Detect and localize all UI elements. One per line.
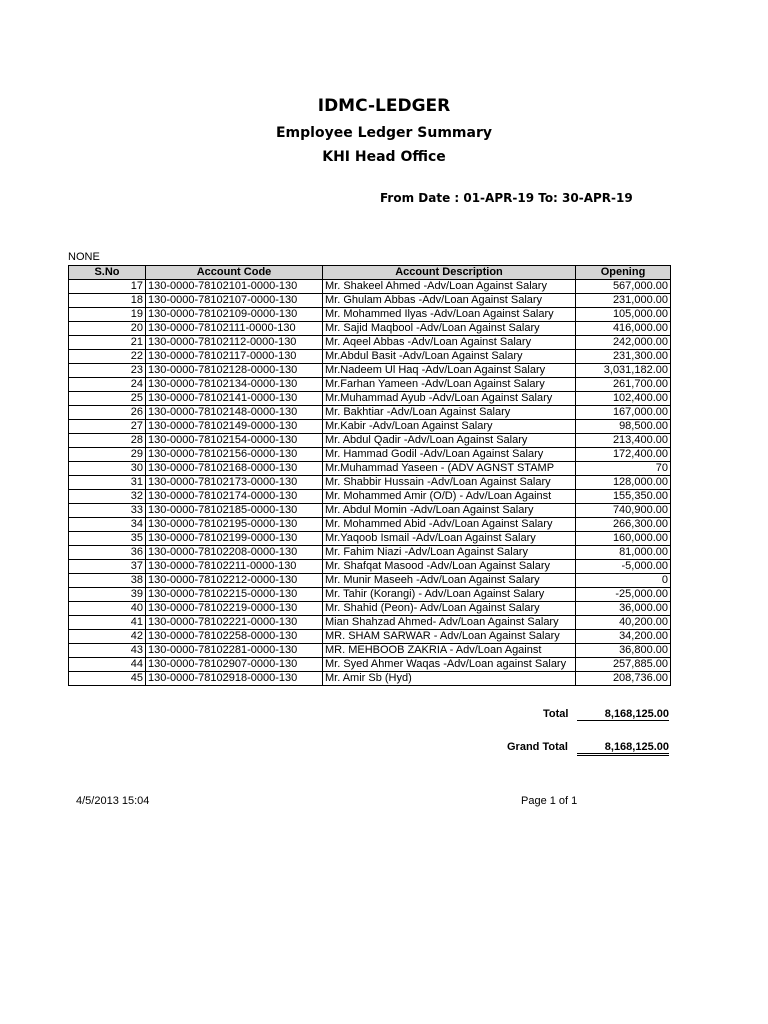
cell-account-code: 130-0000-78102212-0000-130: [146, 574, 323, 588]
cell-sno: 32: [69, 490, 146, 504]
cell-account-description: Mr. Ghulam Abbas -Adv/Loan Against Salary: [323, 294, 576, 308]
cell-opening: 3,031,182.00: [576, 364, 671, 378]
table-row: [69, 322, 671, 336]
cell-sno: 42: [69, 630, 146, 644]
cell-account-code: 130-0000-78102168-0000-130: [146, 462, 323, 476]
table-row: [69, 630, 671, 644]
table-row: [69, 672, 671, 686]
cell-opening: 231,300.00: [576, 350, 671, 364]
cell-account-description: MR. SHAM SARWAR - Adv/Loan Against Salary: [323, 630, 576, 644]
cell-opening: 40,200.00: [576, 616, 671, 630]
cell-opening: 155,350.00: [576, 490, 671, 504]
table-row: [69, 294, 671, 308]
cell-sno: 41: [69, 616, 146, 630]
table-row: [69, 518, 671, 532]
cell-opening: 567,000.00: [576, 280, 671, 294]
cell-sno: 26: [69, 406, 146, 420]
table-row: [69, 560, 671, 574]
cell-account-description: Mr. Abdul Qadir -Adv/Loan Against Salary: [323, 434, 576, 448]
cell-account-description: Mr.Abdul Basit -Adv/Loan Against Salary: [323, 350, 576, 364]
cell-account-code: 130-0000-78102185-0000-130: [146, 504, 323, 518]
total-label: Total: [543, 708, 569, 720]
cell-account-code: 130-0000-78102208-0000-130: [146, 546, 323, 560]
cell-account-description: Mr.Kabir -Adv/Loan Against Salary: [323, 420, 576, 434]
cell-sno: 39: [69, 588, 146, 602]
cell-account-description: Mr. Aqeel Abbas -Adv/Loan Against Salary: [323, 336, 576, 350]
cell-opening: 70: [576, 462, 671, 476]
cell-sno: 22: [69, 350, 146, 364]
cell-account-description: Mr. Hammad Godil -Adv/Loan Against Salary: [323, 448, 576, 462]
table-header-row: [69, 266, 671, 280]
column-header-account-code: Account Code: [146, 266, 323, 280]
cell-account-code: 130-0000-78102154-0000-130: [146, 434, 323, 448]
cell-account-description: Mr. Shabbir Hussain -Adv/Loan Against Salary: [323, 476, 576, 490]
cell-opening: 257,885.00: [576, 658, 671, 672]
cell-account-description: Mr. Shahid (Peon)- Adv/Loan Against Salary: [323, 602, 576, 616]
cell-account-code: 130-0000-78102918-0000-130: [146, 672, 323, 686]
table-row: [69, 406, 671, 420]
cell-account-code: 130-0000-78102148-0000-130: [146, 406, 323, 420]
cell-account-code: 130-0000-78102149-0000-130: [146, 420, 323, 434]
cell-opening: 102,400.00: [576, 392, 671, 406]
cell-account-code: 130-0000-78102199-0000-130: [146, 532, 323, 546]
grand-total-label: Grand Total: [507, 741, 568, 753]
cell-account-description: Mr.Muhammad Ayub -Adv/Loan Against Salary: [323, 392, 576, 406]
cell-sno: 43: [69, 644, 146, 658]
cell-opening: 128,000.00: [576, 476, 671, 490]
table-row: [69, 490, 671, 504]
column-header-sno: S.No: [69, 266, 146, 280]
cell-account-code: 130-0000-78102156-0000-130: [146, 448, 323, 462]
cell-sno: 40: [69, 602, 146, 616]
column-header-account-description: Account Description: [323, 266, 576, 280]
cell-sno: 30: [69, 462, 146, 476]
cell-opening: 172,400.00: [576, 448, 671, 462]
cell-account-description: Mr. Mohammed Ilyas -Adv/Loan Against Salary: [323, 308, 576, 322]
print-timestamp: 4/5/2013 15:04: [76, 795, 150, 807]
cell-opening: 36,800.00: [576, 644, 671, 658]
grand-total-value: 8,168,125.00: [577, 741, 669, 756]
table-row: [69, 420, 671, 434]
cell-opening: -25,000.00: [576, 588, 671, 602]
table-row: [69, 378, 671, 392]
table-row: [69, 644, 671, 658]
cell-opening: 242,000.00: [576, 336, 671, 350]
cell-opening: 167,000.00: [576, 406, 671, 420]
total-value: 8,168,125.00: [577, 708, 669, 721]
cell-account-description: Mr.Farhan Yameen -Adv/Loan Against Salary: [323, 378, 576, 392]
cell-sno: 44: [69, 658, 146, 672]
cell-sno: 19: [69, 308, 146, 322]
cell-account-code: 130-0000-78102215-0000-130: [146, 588, 323, 602]
cell-account-description: MR. MEHBOOB ZAKRIA - Adv/Loan Against: [323, 644, 576, 658]
table-row: [69, 434, 671, 448]
cell-opening: 740,900.00: [576, 504, 671, 518]
cell-opening: 266,300.00: [576, 518, 671, 532]
cell-account-description: Mr. Munir Maseeh -Adv/Loan Against Salary: [323, 574, 576, 588]
cell-sno: 31: [69, 476, 146, 490]
cell-opening: 36,000.00: [576, 602, 671, 616]
cell-account-description: Mr. Tahir (Korangi) - Adv/Loan Against Salary: [323, 588, 576, 602]
cell-account-code: 130-0000-78102117-0000-130: [146, 350, 323, 364]
cell-opening: 416,000.00: [576, 322, 671, 336]
cell-account-description: Mr. Mohammed Abid -Adv/Loan Against Salary: [323, 518, 576, 532]
cell-opening: 160,000.00: [576, 532, 671, 546]
cell-account-code: 130-0000-78102141-0000-130: [146, 392, 323, 406]
cell-account-description: Mr. Syed Ahmer Waqas -Adv/Loan against Salary: [323, 658, 576, 672]
table-row: [69, 392, 671, 406]
cell-sno: 36: [69, 546, 146, 560]
cell-sno: 29: [69, 448, 146, 462]
cell-opening: 213,400.00: [576, 434, 671, 448]
cell-account-description: Mr.Yaqoob Ismail -Adv/Loan Against Salary: [323, 532, 576, 546]
cell-account-description: Mr. Shafqat Masood -Adv/Loan Against Salary: [323, 560, 576, 574]
cell-opening: 81,000.00: [576, 546, 671, 560]
cell-sno: 33: [69, 504, 146, 518]
cell-account-code: 130-0000-78102258-0000-130: [146, 630, 323, 644]
cell-account-code: 130-0000-78102221-0000-130: [146, 616, 323, 630]
ledger-table: [68, 265, 671, 686]
table-row: [69, 476, 671, 490]
cell-account-description: Mr.Nadeem Ul Haq -Adv/Loan Against Salary: [323, 364, 576, 378]
cell-account-code: 130-0000-78102219-0000-130: [146, 602, 323, 616]
cell-account-description: Mr. Amir Sb (Hyd): [323, 672, 576, 686]
page-number: Page 1 of 1: [521, 795, 578, 807]
cell-account-description: Mr.Muhammad Yaseen - (ADV AGNST STAMP: [323, 462, 576, 476]
cell-account-code: 130-0000-78102128-0000-130: [146, 364, 323, 378]
cell-sno: 23: [69, 364, 146, 378]
table-row: [69, 364, 671, 378]
cell-account-code: 130-0000-78102111-0000-130: [146, 322, 323, 336]
cell-sno: 24: [69, 378, 146, 392]
cell-sno: 38: [69, 574, 146, 588]
table-row: [69, 350, 671, 364]
cell-account-code: 130-0000-78102134-0000-130: [146, 378, 323, 392]
cell-sno: 34: [69, 518, 146, 532]
cell-sno: 45: [69, 672, 146, 686]
table-row: [69, 602, 671, 616]
cell-account-code: 130-0000-78102109-0000-130: [146, 308, 323, 322]
table-row: [69, 504, 671, 518]
cell-account-description: Mr. Abdul Momin -Adv/Loan Against Salary: [323, 504, 576, 518]
cell-sno: 18: [69, 294, 146, 308]
cell-sno: 25: [69, 392, 146, 406]
cell-sno: 37: [69, 560, 146, 574]
cell-account-description: Mr. Fahim Niazi -Adv/Loan Against Salary: [323, 546, 576, 560]
cell-account-code: 130-0000-78102173-0000-130: [146, 476, 323, 490]
cell-opening: 0: [576, 574, 671, 588]
cell-sno: 27: [69, 420, 146, 434]
cell-account-code: 130-0000-78102907-0000-130: [146, 658, 323, 672]
cell-sno: 28: [69, 434, 146, 448]
report-title: IDMC-LEDGER: [317, 96, 451, 116]
cell-account-description: Mr. Mohammed Amir (O/D) - Adv/Loan Against: [323, 490, 576, 504]
table-row: [69, 574, 671, 588]
cell-account-code: 130-0000-78102174-0000-130: [146, 490, 323, 504]
cell-sno: 21: [69, 336, 146, 350]
cell-account-code: 130-0000-78102281-0000-130: [146, 644, 323, 658]
cell-account-description: Mr. Shakeel Ahmed -Adv/Loan Against Salary: [323, 280, 576, 294]
cell-account-description: Mian Shahzad Ahmed- Adv/Loan Against Salary: [323, 616, 576, 630]
cell-account-code: 130-0000-78102112-0000-130: [146, 336, 323, 350]
cell-account-code: 130-0000-78102107-0000-130: [146, 294, 323, 308]
cell-account-code: 130-0000-78102195-0000-130: [146, 518, 323, 532]
table-row: [69, 588, 671, 602]
cell-opening: 208,736.00: [576, 672, 671, 686]
table-row: [69, 546, 671, 560]
cell-account-code: 130-0000-78102101-0000-130: [146, 280, 323, 294]
table-row: [69, 658, 671, 672]
cell-sno: 20: [69, 322, 146, 336]
table-row: [69, 532, 671, 546]
cell-opening: -5,000.00: [576, 560, 671, 574]
cell-account-code: 130-0000-78102211-0000-130: [146, 560, 323, 574]
cell-opening: 261,700.00: [576, 378, 671, 392]
table-row: [69, 616, 671, 630]
cell-account-description: Mr. Sajid Maqbool -Adv/Loan Against Salary: [323, 322, 576, 336]
cell-opening: 34,200.00: [576, 630, 671, 644]
report-subtitle: Employee Ledger Summary: [275, 125, 492, 141]
column-header-opening: Opening: [576, 266, 671, 280]
cell-opening: 105,000.00: [576, 308, 671, 322]
table-row: [69, 462, 671, 476]
table-row: [69, 280, 671, 294]
cell-sno: 17: [69, 280, 146, 294]
cell-account-description: Mr. Bakhtiar -Adv/Loan Against Salary: [323, 406, 576, 420]
ledger-body: [69, 280, 671, 686]
office-name: KHI Head Office: [322, 149, 446, 165]
table-row: [69, 336, 671, 350]
date-range: From Date : 01-APR-19 To: 30-APR-19: [380, 191, 633, 205]
cell-opening: 231,000.00: [576, 294, 671, 308]
table-row: [69, 448, 671, 462]
cell-sno: 35: [69, 532, 146, 546]
table-row: [69, 308, 671, 322]
group-label: NONE: [68, 251, 100, 263]
cell-opening: 98,500.00: [576, 420, 671, 434]
